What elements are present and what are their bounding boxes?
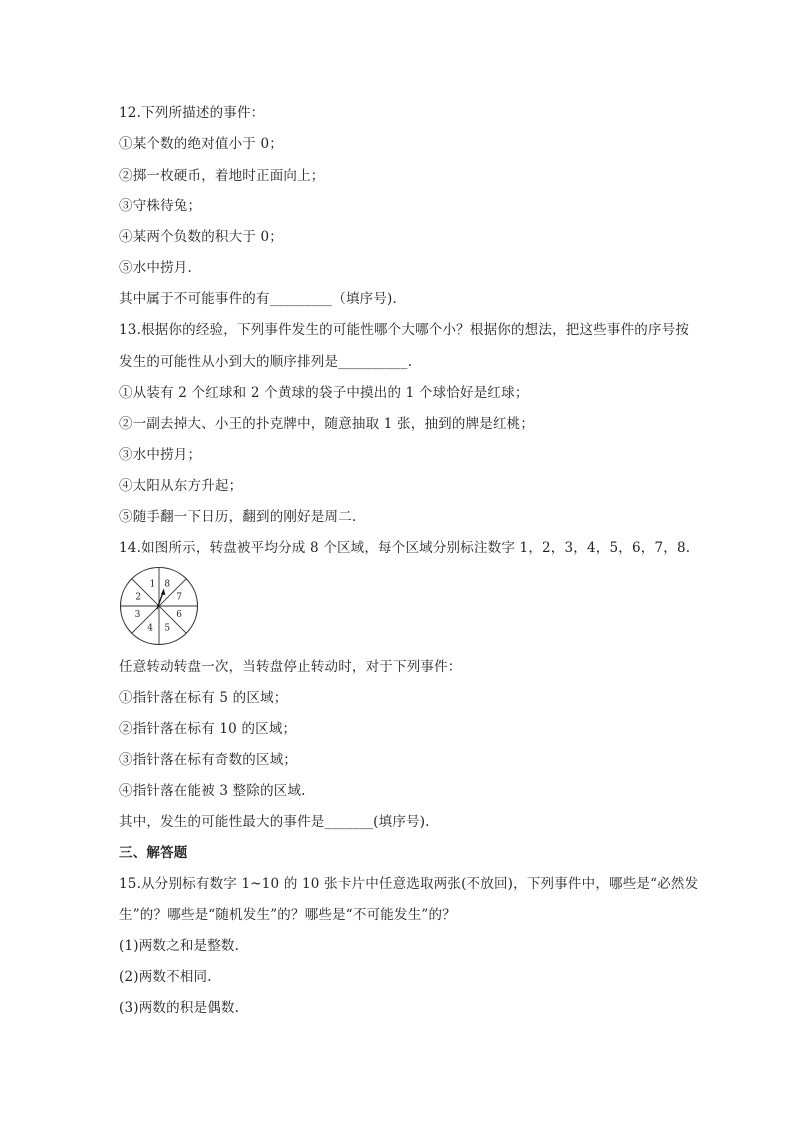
q14-title: 14.如图所示，转盘被平均分成 8 个区域，每个区域分别标注数字 1，2，3，4，5，6，7，8. [119, 540, 691, 556]
spinner-label-5: 5 [164, 623, 171, 634]
spinner-label-6: 6 [176, 609, 182, 620]
q13-option-1: ①从装有 2 个红球和 2 个黄球的袋子中摸出的 1 个球恰好是红球； [119, 385, 529, 401]
q12-option-1: ①某个数的绝对值小于 0； [119, 136, 283, 152]
spinner-label-1: 1 [149, 579, 156, 590]
q14-option-2: ②指针落在标有 10 的区域； [119, 721, 297, 737]
q15-item-1: (1)两数之和是整数. [119, 938, 240, 954]
q15-item-2: (2)两数不相同. [119, 969, 212, 985]
q14-prompt: 任意转动转盘一次，当转盘停止转动时，对于下列事件： [119, 659, 462, 675]
q15-item-3: (3)两数的积是偶数. [119, 1000, 240, 1016]
q15-title-line1: 15.从分别标有数字 1~10 的 10 张卡片中任意选取两张(不放回)，下列事件中，哪些是“必然发 [119, 876, 699, 892]
section-heading: 三、解答题 [119, 845, 188, 861]
spinner-diagram [119, 566, 199, 646]
q14-option-1: ①指针落在标有 5 的区域； [119, 690, 288, 706]
q14-answer-prompt: 其中，发生的可能性最大的事件是_______(填序号). [119, 814, 430, 830]
q12-option-4: ④某两个负数的积大于 0； [119, 229, 283, 245]
q13-option-3: ③水中捞月； [119, 447, 202, 463]
q13-title-line1: 13.根据你的经验，下列事件发生的可能性哪个大哪个小？根据你的想法，把这些事件的序号按 [119, 322, 690, 338]
q14-option-3: ③指针落在标有奇数的区域； [119, 752, 298, 768]
q12-option-2: ②掷一枚硬币，着地时正面向上； [119, 168, 325, 184]
q13-option-2: ②一副去掉大、小王的扑克牌中，随意抽取 1 张，抽到的牌是红桃； [119, 416, 535, 432]
q12-option-3: ③守株待兔； [119, 198, 202, 214]
q12-answer-prompt: 其中属于不可能事件的有_________（填序号). [119, 291, 398, 307]
spinner-label-8: 8 [164, 579, 171, 590]
spinner-label-4: 4 [147, 623, 153, 634]
q14-option-4: ④指针落在能被 3 整除的区域. [119, 783, 306, 799]
spinner-label-7: 7 [176, 592, 182, 603]
q13-title-line2: 发生的可能性从小到大的顺序排列是__________. [119, 354, 413, 370]
q12-title: 12.下列所描述的事件： [119, 105, 265, 121]
q13-option-4: ④太阳从东方升起； [119, 478, 243, 494]
q15-title-line2: 生”的？哪些是“随机发生”的？哪些是“不可能发生”的？ [119, 907, 456, 923]
spinner-label-3: 3 [134, 609, 141, 620]
spinner-label-2: 2 [135, 592, 142, 603]
q13-option-5: ⑤随手翻一下日历，翻到的刚好是周二. [119, 509, 357, 525]
q12-option-5: ⑤水中捞月. [119, 260, 192, 276]
